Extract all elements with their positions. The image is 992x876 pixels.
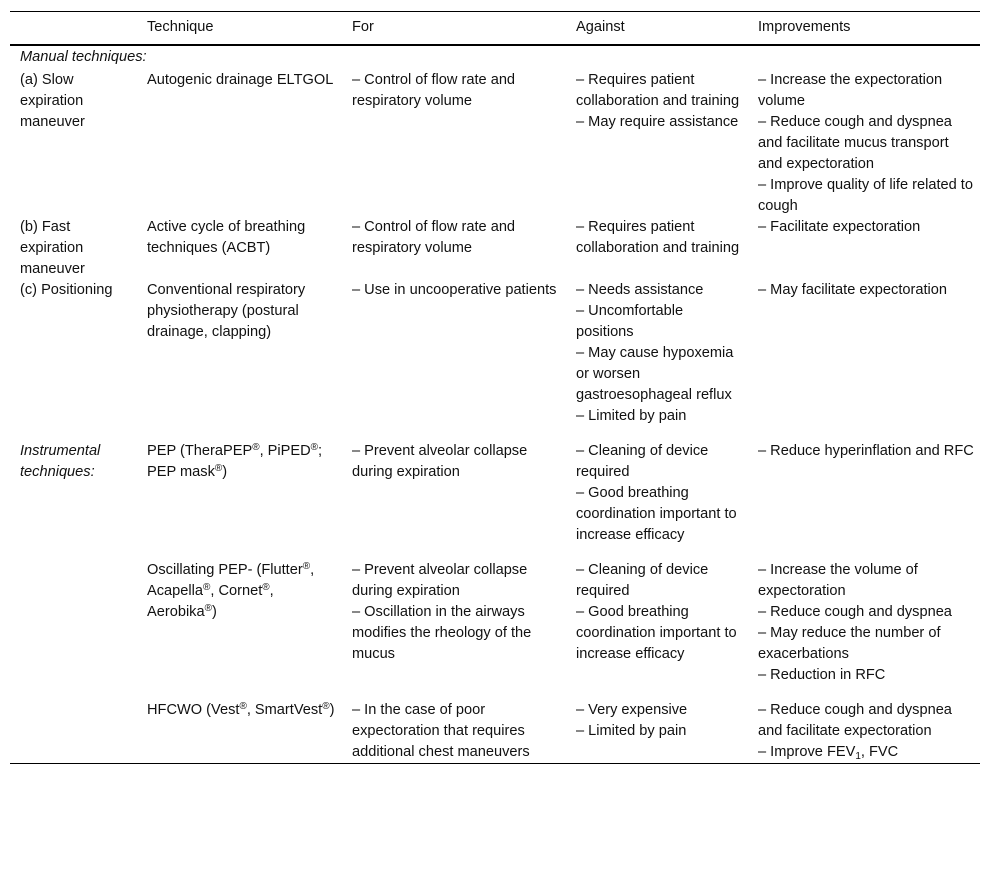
- against-item: – Good breathing coordination important to increase efficacy: [576, 604, 737, 662]
- for-item: – Prevent alveolar collapse during expiration: [352, 562, 528, 599]
- for-item: – Control of flow rate and respiratory volume: [352, 72, 516, 109]
- header-empty: [10, 12, 137, 46]
- for-item: – Oscillation in the airways modifies the rheology of the mucus: [352, 604, 532, 662]
- technique-cell: [137, 560, 342, 700]
- table-container: [10, 11, 980, 764]
- row-label-empty: [10, 560, 137, 700]
- technique-text: Oscillating PEP- (Flutter: [147, 562, 303, 578]
- against-item: – Needs assistance: [576, 282, 704, 298]
- for-cell: [342, 217, 566, 280]
- row-label: (c) Positioning: [20, 282, 113, 298]
- against-cell: [566, 217, 748, 280]
- against-item: – Requires patient collaboration and training: [576, 219, 740, 256]
- against-item: – Cleaning of device required: [576, 443, 709, 480]
- table-row: [10, 441, 980, 560]
- technique-text: ): [211, 604, 217, 620]
- against-item: – Limited by pain: [576, 408, 687, 424]
- technique-text: , Acapella: [147, 562, 315, 599]
- technique-text: ): [222, 464, 228, 480]
- improvement-item: – Reduce hyperinflation and RFC: [758, 443, 974, 459]
- against-item: – May require assistance: [576, 114, 739, 130]
- section-row-manual: [10, 45, 980, 68]
- technique-text: ): [329, 702, 335, 718]
- against-item: – Limited by pain: [576, 723, 687, 739]
- technique-cell: [137, 441, 342, 560]
- header-against: Against: [576, 19, 625, 35]
- technique-text: , Cornet: [210, 583, 263, 599]
- against-item: – Good breathing coordination important to increase efficacy: [576, 485, 737, 543]
- improvement-text: , FVC: [860, 744, 899, 760]
- section-label-instrumental: Instrumental techniques:: [20, 443, 101, 480]
- subscript-one: 1: [855, 751, 861, 762]
- against-item: – Cleaning of device required: [576, 562, 709, 599]
- row-label: (b) Fast expiration maneuver: [20, 219, 85, 277]
- header-improvements: Improvements: [758, 19, 851, 35]
- table-row: [10, 280, 980, 441]
- improvements-cell: [748, 280, 980, 441]
- table-row: [10, 217, 980, 280]
- row-label: (a) Slow expiration maneuver: [20, 72, 85, 130]
- technique-cell: Autogenic drainage ELTGOL: [147, 72, 334, 88]
- against-cell: [566, 68, 748, 217]
- technique-text: , PiPED: [259, 443, 311, 459]
- improvement-item: – Reduce cough and dyspnea: [758, 604, 952, 620]
- improvement-item: – Reduction in RFC: [758, 667, 886, 683]
- against-item: – Requires patient collaboration and training: [576, 72, 740, 109]
- registered-mark: ®: [204, 603, 212, 614]
- registered-mark: ®: [202, 582, 211, 593]
- technique-cell: Conventional respiratory physiotherapy (postural drainage, clapping): [147, 282, 306, 340]
- against-item: – Very expensive: [576, 702, 688, 718]
- header-for: For: [352, 19, 374, 35]
- technique-text: , Aerobika: [147, 583, 274, 620]
- for-item: – In the case of poor expectoration that requires additional chest maneuvers: [352, 702, 530, 760]
- against-cell: [566, 280, 748, 441]
- improvements-cell: [748, 560, 980, 700]
- technique-text: ; PEP mask: [147, 443, 323, 480]
- improvement-item: – Facilitate expectoration: [758, 219, 921, 235]
- registered-mark: ®: [322, 701, 330, 712]
- improvement-item: – Reduce cough and dyspnea and facilitate expectoration: [758, 702, 952, 739]
- table-row: [10, 700, 980, 764]
- section-label-manual: Manual techniques:: [20, 49, 147, 65]
- technique-cell: Active cycle of breathing techniques (ACBT): [147, 219, 306, 256]
- table-row: [10, 68, 980, 217]
- against-cell: [566, 441, 748, 560]
- technique-text: , SmartVest: [246, 702, 323, 718]
- for-item: – Control of flow rate and respiratory volume: [352, 219, 516, 256]
- for-cell: [342, 68, 566, 217]
- against-item: – Uncomfortable positions: [576, 303, 684, 340]
- registered-mark: ®: [262, 582, 270, 593]
- improvement-item: – Reduce cough and dyspnea and facilitate mucus transport and expectoration: [758, 114, 952, 172]
- for-cell: [342, 280, 566, 441]
- improvement-item: – Increase the volume of expectoration: [758, 562, 918, 599]
- for-cell: [342, 560, 566, 700]
- improvements-cell: [748, 700, 980, 764]
- against-cell: [566, 560, 748, 700]
- improvement-item: – May reduce the number of exacerbations: [758, 625, 941, 662]
- improvements-cell: [748, 68, 980, 217]
- against-item: – May cause hypoxemia or worsen gastroesophageal reflux: [576, 345, 734, 403]
- for-cell: [342, 700, 566, 764]
- improvement-text: – Improve FEV: [758, 744, 856, 760]
- improvement-item: [758, 742, 974, 763]
- respiratory-techniques-table: [10, 11, 980, 764]
- improvement-item: – May facilitate expectoration: [758, 282, 948, 298]
- registered-mark: ®: [214, 463, 223, 474]
- row-label-empty: [10, 700, 137, 764]
- for-item: – Prevent alveolar collapse during expiration: [352, 443, 528, 480]
- registered-mark: ®: [239, 701, 247, 712]
- technique-cell: [137, 700, 342, 764]
- improvements-cell: [748, 217, 980, 280]
- header-row: [10, 12, 980, 46]
- for-cell: [342, 441, 566, 560]
- table-row: [10, 560, 980, 700]
- improvement-item: – Improve quality of life related to cough: [758, 177, 973, 214]
- registered-mark: ®: [302, 561, 311, 572]
- registered-mark: ®: [310, 442, 319, 453]
- technique-text: PEP (TheraPEP: [147, 443, 253, 459]
- header-technique: Technique: [147, 19, 214, 35]
- improvement-item: – Increase the expectoration volume: [758, 72, 943, 109]
- technique-text: HFCWO (Vest: [147, 702, 240, 718]
- registered-mark: ®: [252, 442, 260, 453]
- against-cell: [566, 700, 748, 764]
- table-header: [10, 12, 980, 46]
- improvements-cell: [748, 441, 980, 560]
- for-item: – Use in uncooperative patients: [352, 282, 557, 298]
